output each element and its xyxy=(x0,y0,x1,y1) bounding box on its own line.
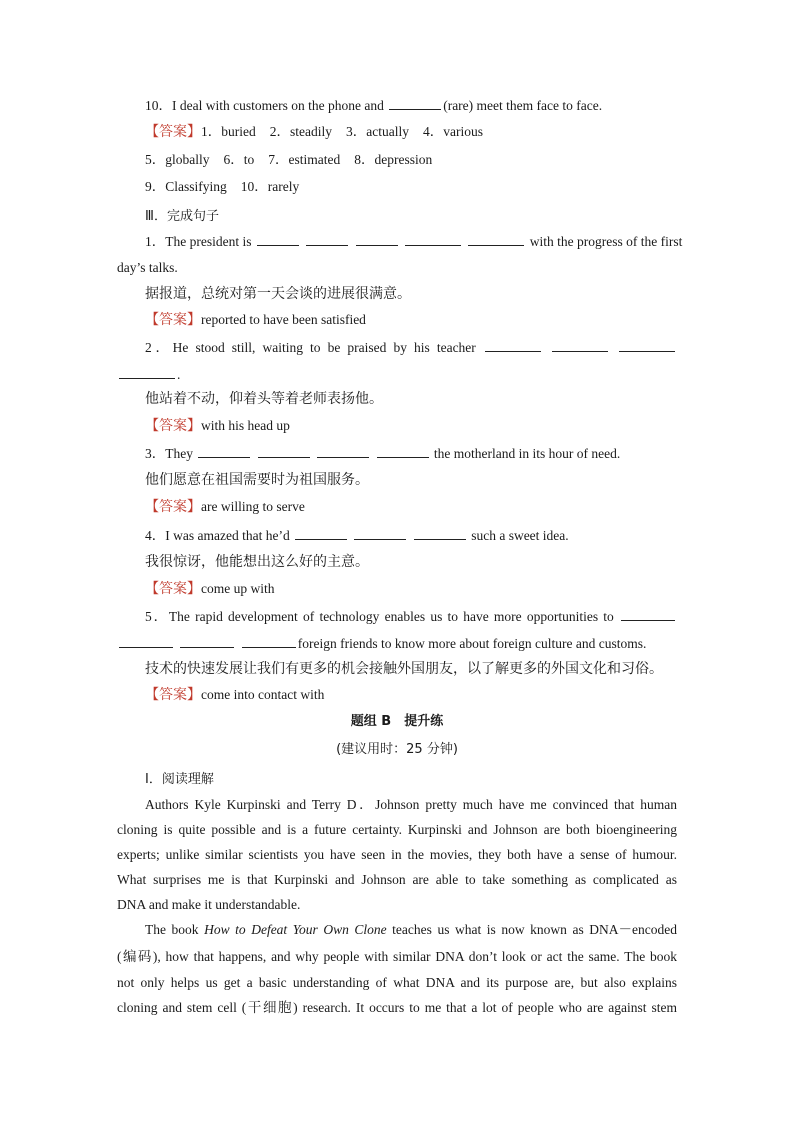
section-title: Ⅰ．阅读理解 xyxy=(145,772,214,787)
answer-item: 3．actually xyxy=(346,124,409,139)
answer-text: are willing to serve xyxy=(201,499,305,514)
answer-blank xyxy=(119,634,173,648)
answer-blank xyxy=(317,444,369,458)
answer-text: come up with xyxy=(201,581,275,596)
passage-line: not only helps us get a basic understanding of what DNA and its purpose are, but also explains xyxy=(117,975,677,990)
book-title: How to Defeat Your Own Clone xyxy=(204,922,387,937)
answer-row xyxy=(145,151,432,169)
answer-label: 【答案】 xyxy=(145,687,201,703)
answer-blank xyxy=(389,96,441,110)
answer-blank xyxy=(198,444,250,458)
answer-row xyxy=(145,580,275,598)
question-text: I deal with customers on the phone and xyxy=(172,98,388,113)
answer-blank xyxy=(258,444,310,458)
answer-blank xyxy=(356,232,398,246)
suggested-time: (建议用时：25 分钟) xyxy=(336,742,458,757)
chinese-translation: 据报道，总统对第一天会谈的进展很满意。 xyxy=(145,286,411,302)
passage-line: (编码), how that happens, and why people with similar DNA don’t look or act the same. The book xyxy=(117,949,677,964)
passage-line xyxy=(117,921,677,939)
chinese-translation: 技术的快速发展让我们有更多的机会接触外国朋友，以了解更多的外国文化和习俗。 xyxy=(145,661,663,677)
answer-blank xyxy=(306,232,348,246)
answer-row xyxy=(145,178,299,196)
passage-text: Authors Kyle Kurpinski and Terry D．Johnson pretty much have me convinced that human xyxy=(145,797,677,812)
answer-item: 9．Classifying xyxy=(145,179,227,194)
answer-blank xyxy=(257,232,299,246)
answer-item: 2．steadily xyxy=(269,124,332,139)
answer-row xyxy=(145,123,483,141)
answer-label: 【答案】 xyxy=(145,418,201,434)
passage-line: experts; unlike similar scientists you have seen in the movies, they both have a sense of humour. xyxy=(117,847,677,862)
question-text: The president is xyxy=(165,234,255,249)
question-text: with the progress of the first xyxy=(526,234,683,249)
chinese-translation: 他们愿意在祖国需要时为祖国服务。 xyxy=(145,472,369,488)
question-text: such a sweet idea. xyxy=(467,528,569,543)
question-number: 5． xyxy=(145,609,169,624)
chinese-translation: 我很惊讶，他能想出这么好的主意。 xyxy=(145,554,369,570)
passage-line: cloning is quite possible and is a future certainty. Kurpinski and Johnson are both bioengineering xyxy=(117,822,677,837)
answer-blank xyxy=(295,526,347,540)
answer-blank xyxy=(552,338,608,352)
passage-line: DNA and make it understandable. xyxy=(117,897,301,912)
answer-item: 7．estimated xyxy=(268,152,341,167)
answer-item: 8．depression xyxy=(354,152,433,167)
question-text: They xyxy=(165,446,197,461)
answer-item: 4．various xyxy=(422,124,483,139)
answer-label: 【答案】 xyxy=(145,581,201,597)
question-number: 1． xyxy=(145,234,166,249)
answer-item: 1．buried xyxy=(201,124,256,139)
sentence-4 xyxy=(145,526,569,545)
answer-blank xyxy=(414,526,466,540)
sentence-3 xyxy=(145,444,620,463)
question-number: 2． xyxy=(145,340,173,355)
answer-row xyxy=(145,417,290,435)
passage-line xyxy=(117,796,677,814)
answer-label: 【答案】 xyxy=(145,499,201,515)
answer-item: 10．rarely xyxy=(240,179,300,194)
answer-blank xyxy=(377,444,429,458)
question-number: 10． xyxy=(145,98,172,113)
answer-item: 6．to xyxy=(223,152,255,167)
sentence-2 xyxy=(117,338,677,357)
answer-item: 5．globally xyxy=(145,152,210,167)
passage-line: What surprises me is that Kurpinski and Johnson are able to take something as complicated as xyxy=(117,872,677,887)
question-text: (rare) meet them face to face. xyxy=(443,98,603,113)
answer-blank xyxy=(242,634,296,648)
question-10 xyxy=(145,96,602,115)
answer-row xyxy=(145,311,366,329)
answer-row xyxy=(145,686,324,704)
chinese-translation: 他站着不动，仰着头等着老师表扬他。 xyxy=(145,391,383,407)
section-title: Ⅲ．完成句子 xyxy=(145,209,219,224)
answer-blank xyxy=(468,232,524,246)
sentence-5 xyxy=(117,607,677,626)
question-text: the motherland in its hour of need. xyxy=(430,446,621,461)
sentence-1 xyxy=(117,232,683,251)
group-title: 题组 B 提升练 xyxy=(350,714,444,729)
passage-line: cloning and stem cell (干细胞) research. It occurs to me that a lot of people who are against stem xyxy=(117,1000,677,1015)
sentence-continuation xyxy=(117,365,180,384)
answer-blank xyxy=(354,526,406,540)
answer-row xyxy=(145,498,305,516)
passage-text: teaches us what is now known as DNA－encoded xyxy=(386,922,677,937)
answer-label: 【答案】 xyxy=(145,124,201,140)
question-text: He stood still, waiting to be praised by his teacher xyxy=(172,340,476,355)
sentence-continuation: day’s talks. xyxy=(117,260,178,275)
answer-blank xyxy=(621,607,675,621)
answer-blank xyxy=(119,365,175,379)
answer-blank xyxy=(619,338,675,352)
question-text: foreign friends to know more about foreign culture and customs. xyxy=(297,636,647,651)
answer-text: come into contact with xyxy=(201,687,325,702)
answer-label: 【答案】 xyxy=(145,312,201,328)
passage-text: The book xyxy=(145,922,205,937)
answer-blank xyxy=(405,232,461,246)
punctuation: . xyxy=(177,367,181,382)
answer-text: with his head up xyxy=(201,418,290,433)
question-number: 4． xyxy=(145,528,166,543)
question-text: The rapid development of technology enables us to have more opportunities to xyxy=(168,609,620,624)
answer-blank xyxy=(485,338,541,352)
answer-blank xyxy=(180,634,234,648)
sentence-continuation xyxy=(117,634,646,653)
question-text: I was amazed that he’d xyxy=(165,528,294,543)
answer-text: reported to have been satisfied xyxy=(201,312,366,327)
question-number: 3． xyxy=(145,446,166,461)
